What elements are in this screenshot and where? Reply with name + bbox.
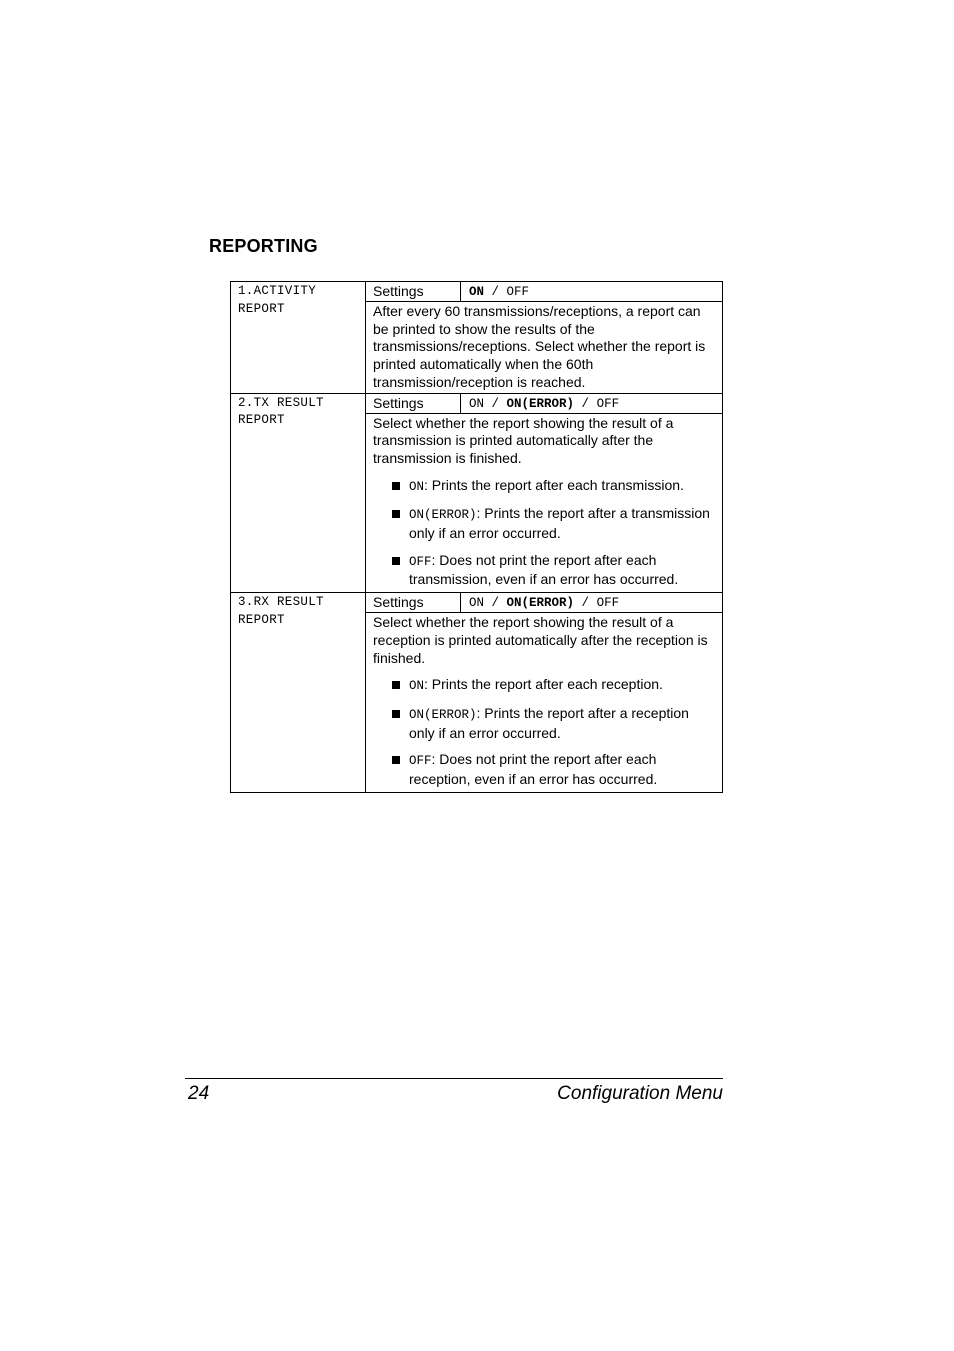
menu-item-name-line: 3.RX RESULT [238, 595, 324, 610]
option-text: ON [469, 396, 485, 411]
menu-item-name [231, 593, 366, 793]
chapter-title: Configuration Menu [557, 1083, 723, 1104]
option-text: / [574, 596, 597, 611]
list-item [373, 552, 717, 589]
settings-options [461, 393, 723, 413]
option-explanation: : Does not print the report after each transmission, even if an error has occurred. [409, 551, 679, 588]
option-explanation: : Prints the report after each transmission. [424, 476, 684, 493]
list-item [373, 505, 717, 542]
square-bullet-icon [392, 681, 400, 689]
option-text: OFF [596, 396, 620, 411]
menu-item-name-line: REPORT [238, 612, 285, 627]
page-number: 24 [188, 1083, 210, 1104]
settings-label: Settings [366, 282, 461, 302]
square-bullet-icon [392, 710, 400, 718]
footer-divider [185, 1078, 723, 1079]
option-text: OFF [596, 596, 620, 611]
menu-item-name [231, 282, 366, 394]
description-cell [366, 413, 723, 593]
square-bullet-icon [392, 482, 400, 490]
menu-item-name-line: 2.TX RESULT [238, 395, 324, 410]
menu-item-name-line: REPORT [238, 413, 285, 428]
square-bullet-icon [392, 756, 400, 764]
settings-label: Settings [366, 393, 461, 413]
option-explanation: : Does not print the report after each reception, even if an error has occurred. [409, 751, 658, 788]
option-code: ON [409, 479, 425, 494]
menu-item-name [231, 393, 366, 593]
option-explanation: : Prints the report after a reception only if an error occurred. [409, 704, 689, 741]
option-text: / [484, 396, 507, 411]
option-text: OFF [506, 285, 530, 299]
description-text: Select whether the report showing the result of a transmission is printed automatically after the transmission is finished. [373, 414, 674, 466]
option-explanation: : Prints the report after each reception. [424, 676, 663, 693]
option-code: OFF [409, 554, 432, 569]
table-row [231, 593, 723, 613]
list-item [373, 705, 717, 742]
option-text: ON [469, 596, 485, 611]
list-item [373, 676, 717, 696]
square-bullet-icon [392, 557, 400, 565]
default-option: ON(ERROR) [506, 596, 575, 611]
description-text: After every 60 transmissions/receptions, a report can be printed to show the results of the transmissions/receptions. Select whether the report is printed automatically when the 60th transmission/reception is reached. [373, 303, 706, 390]
default-option: ON(ERROR) [506, 396, 575, 411]
option-list [373, 477, 717, 590]
menu-item-name-line: 1.ACTIVITY [238, 284, 317, 298]
section-title: REPORTING [209, 236, 318, 256]
menu-item-name-line: REPORT [238, 301, 285, 316]
default-option: ON [469, 285, 485, 299]
option-code: ON [409, 679, 425, 694]
list-item [373, 477, 717, 497]
table-row [231, 393, 723, 413]
option-list [373, 676, 717, 789]
option-text: / [574, 396, 597, 411]
option-text: / [484, 596, 507, 611]
option-code: ON(ERROR) [409, 508, 477, 523]
option-code: OFF [409, 754, 432, 769]
settings-options [461, 593, 723, 613]
description-cell [366, 302, 723, 394]
option-explanation: : Prints the report after a transmission only if an error occurred. [409, 505, 710, 542]
settings-label: Settings [366, 593, 461, 613]
description-cell [366, 613, 723, 793]
list-item [373, 751, 717, 788]
reporting-table [230, 281, 723, 793]
table-row [231, 282, 723, 302]
settings-options [461, 282, 723, 302]
option-code: ON(ERROR) [409, 707, 477, 722]
square-bullet-icon [392, 510, 400, 518]
option-text: / [484, 285, 507, 299]
description-text: Select whether the report showing the result of a reception is printed automatically after the reception is finished. [373, 614, 708, 666]
